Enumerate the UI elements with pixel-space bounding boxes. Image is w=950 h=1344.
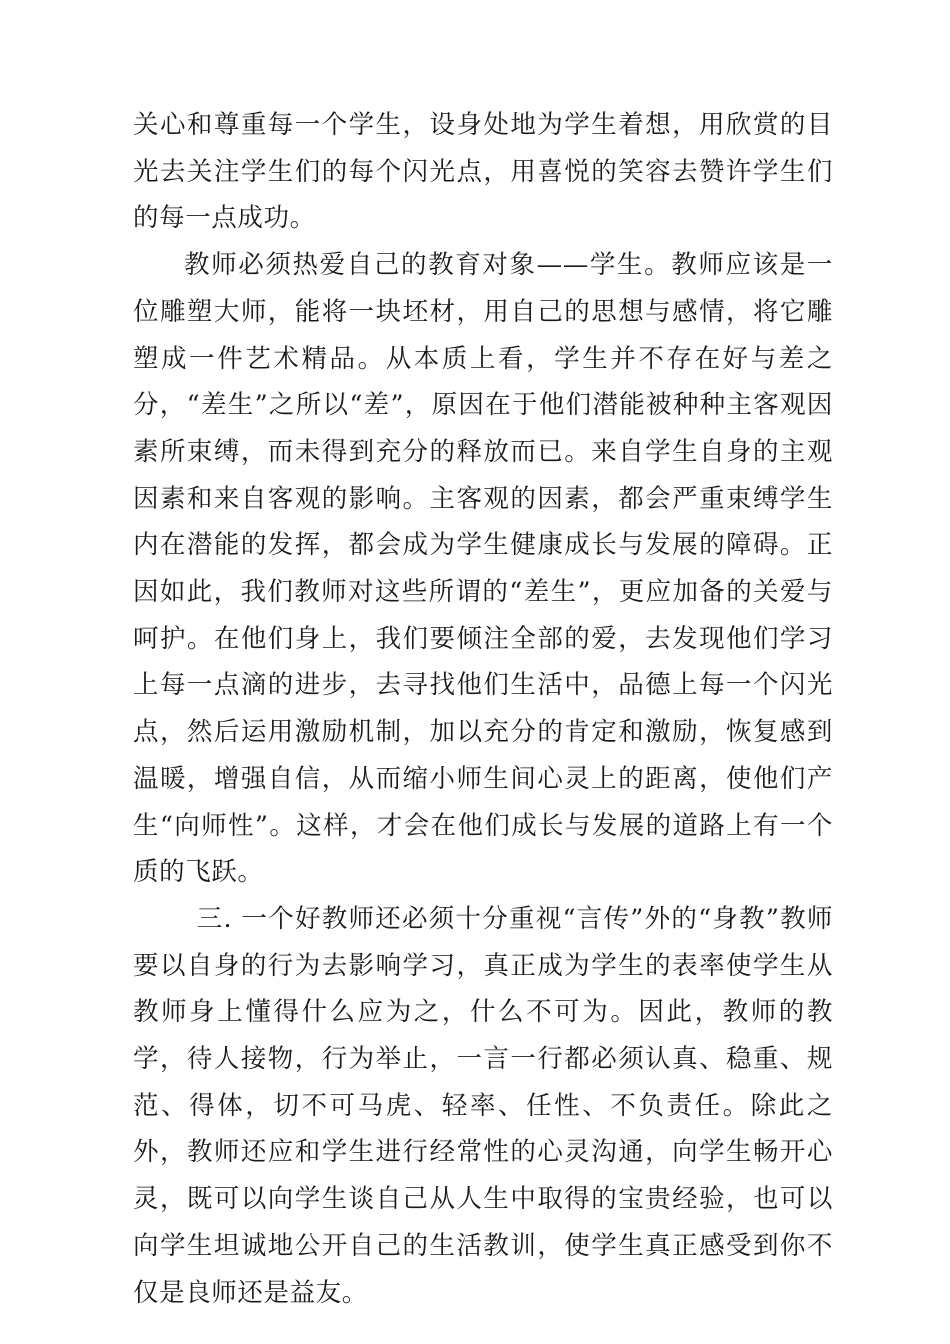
- paragraph-love-students: 教师必须热爱自己的教育对象——学生。教师应该是一位雕塑大师，能将一块坯材，用自己的思想与感情，将它雕塑成一件艺术精品。从本质上看，学生并不存在好与差之分，“差生”之所以“差”，原因在于他们潜能被种种主客观因素所束缚，而未得到充分的释放而已。来自学生自身的主观因素和来自客观的影响。主客观的因素，都会严重束缚学生内在潜能的发挥，都会成为学生健康成长与发展的障碍。正因如此，我们教师对这些所谓的“差生”，更应加备的关爱与呵护。在他们身上，我们要倾注全部的爱，去发现他们学习上每一点滴的进步，去寻找他们生活中，品德上每一个闪光点，然后运用激励机制，加以充分的肯定和激励，恢复感到温暖，增强自信，从而缩小师生间心灵上的距离，使他们产生“向师性”。这样，才会在他们成长与发展的道路上有一个质的飞跃。: [133, 250, 833, 888]
- document-body: [133, 102, 833, 1316]
- paragraph-continuation: 关心和尊重每一个学生，设身处地为学生着想，用欣赏的目光去关注学生们的每个闪光点，用喜悦的笑容去赞许学生们的每一点成功。: [133, 110, 833, 234]
- paragraph-section-three: 三. 一个好教师还必须十分重视“言传”外的“身教”教师要以自身的行为去影响学习，真正成为学生的表率使学生从教师身上懂得什么应为之，什么不可为。因此，教师的教学，待人接物，行为举止，一言一行都必须认真、稳重、规范、得体，切不可马虎、轻率、任性、不负责任。除此之外，教师还应和学生进行经常性的心灵沟通，向学生畅开心灵，既可以向学生谈自己从人生中取得的宝贵经验，也可以向学生坦诚地公开自己的生活教训，使学生真正感受到你不仅是良师还是益友。: [133, 903, 833, 1308]
